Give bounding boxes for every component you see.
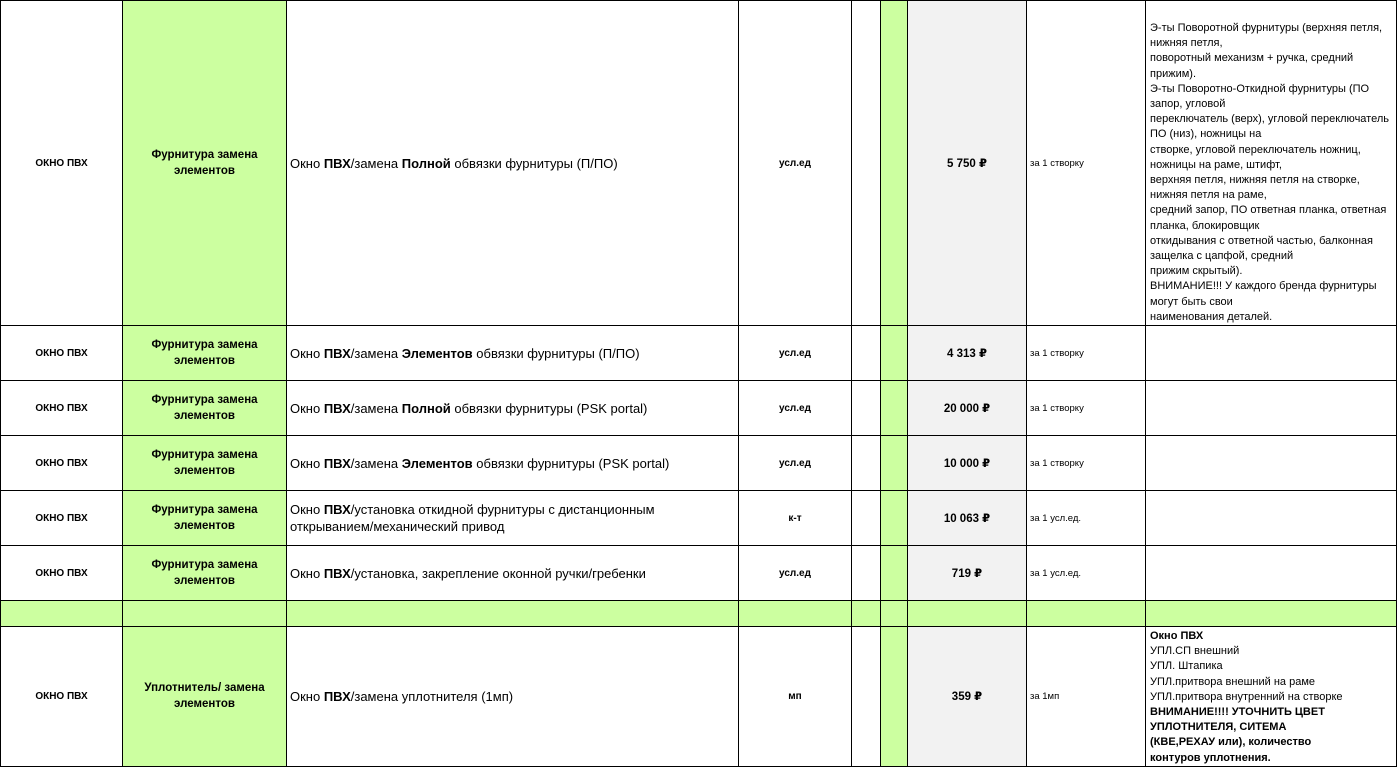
empty-cell <box>852 1 881 326</box>
description-cell: Окно ПВХ/установка, закрепление оконной ручки/гребенки <box>287 546 739 601</box>
description-cell: Окно ПВХ/замена Элементов обвязки фурнитуры (PSK portal) <box>287 436 739 491</box>
object-cell: ОКНО ПВХ <box>1 546 123 601</box>
note-line: УПЛ. Штапика <box>1150 660 1223 673</box>
table-row <box>1 546 1397 601</box>
price-cell: 20 000 ₽ <box>908 381 1027 436</box>
note-cell <box>1146 381 1397 436</box>
description-cell: Окно ПВХ/установка откидной фурнитуры с дистанционным открыванием/механический привод <box>287 491 739 546</box>
note-line: переключатель (верх), угловой переключатель ПО (низ), ножницы на <box>1150 113 1389 141</box>
per-unit-cell: за 1 створку <box>1027 1 1146 326</box>
empty-cell <box>1027 601 1146 627</box>
empty-cell <box>123 601 287 627</box>
object-cell: ОКНО ПВХ <box>1 491 123 546</box>
unit-cell: усл.ед <box>739 326 852 381</box>
per-unit-cell: за 1мп <box>1027 627 1146 767</box>
marker-cell <box>881 491 908 546</box>
object-cell: ОКНО ПВХ <box>1 326 123 381</box>
note-cell <box>1146 627 1397 767</box>
description-cell: Окно ПВХ/замена Полной обвязки фурнитуры (PSK portal) <box>287 381 739 436</box>
note-cell <box>1146 1 1397 326</box>
note-line: Э-ты Поворотно-Откидной фурнитуры (ПО запор, угловой <box>1150 82 1370 111</box>
marker-cell <box>881 627 908 767</box>
description-cell: Окно ПВХ/замена Элементов обвязки фурнитуры (П/ПО) <box>287 326 739 381</box>
unit-cell: усл.ед <box>739 436 852 491</box>
object-cell: ОКНО ПВХ <box>1 381 123 436</box>
table-row <box>1 1 1397 326</box>
object-cell: ОКНО ПВХ <box>1 436 123 491</box>
note-line: УПЛ.притвора внешний на раме <box>1150 675 1315 688</box>
unit-cell: усл.ед <box>739 1 852 326</box>
marker-cell <box>881 1 908 326</box>
empty-cell <box>739 601 852 627</box>
unit-cell: усл.ед <box>739 381 852 436</box>
unit-cell: мп <box>739 627 852 767</box>
note-cell <box>1146 326 1397 381</box>
empty-cell <box>852 436 881 491</box>
note-cell <box>1146 491 1397 546</box>
empty-cell <box>852 627 881 767</box>
category-cell: Фурнитура замена элементов <box>123 381 287 436</box>
marker-cell <box>881 436 908 491</box>
category-cell: Фурнитура замена элементов <box>123 491 287 546</box>
empty-cell <box>908 601 1027 627</box>
category-cell: Фурнитура замена элементов <box>123 1 287 326</box>
category-cell: Фурнитура замена элементов <box>123 546 287 601</box>
per-unit-cell: за 1 усл.ед. <box>1027 491 1146 546</box>
price-cell: 4 313 ₽ <box>908 326 1027 381</box>
empty-cell <box>1146 601 1397 627</box>
separator-row <box>1 601 1397 627</box>
empty-cell <box>852 326 881 381</box>
note-line: откидывания с ответной частью, балконная защелка с цапфой, средний <box>1150 234 1373 263</box>
note-line: наименования деталей. <box>1150 310 1273 323</box>
table-row <box>1 436 1397 491</box>
category-cell: Фурнитура замена элементов <box>123 326 287 381</box>
note-title: Окно ПВХ <box>1150 630 1204 643</box>
empty-cell <box>287 601 739 627</box>
note-line: прижим скрытый). <box>1150 265 1243 278</box>
empty-cell <box>852 601 881 627</box>
per-unit-cell: за 1 створку <box>1027 436 1146 491</box>
note-cell <box>1146 436 1397 491</box>
table-row <box>1 627 1397 767</box>
note-line: УПЛ.притвора внутренний на створке <box>1150 690 1343 703</box>
per-unit-cell: за 1 створку <box>1027 381 1146 436</box>
note-line: ВНИМАНИЕ!!! У каждого бренда фурнитуры могут быть свои <box>1150 280 1377 308</box>
empty-cell <box>852 491 881 546</box>
category-cell: Уплотнитель/ замена элементов <box>123 627 287 767</box>
object-cell: ОКНО ПВХ <box>1 1 123 326</box>
note-warning: ВНИМАНИЕ!!!! УТОЧНИТЬ ЦВЕТ УПЛОТНИТЕЛЯ, СИТЕМА (КВЕ,РЕХАУ или), количество контуров уплотнения. <box>1150 706 1325 764</box>
category-cell: Фурнитура замена элементов <box>123 436 287 491</box>
marker-cell <box>881 381 908 436</box>
per-unit-cell: за 1 усл.ед. <box>1027 546 1146 601</box>
object-cell: ОКНО ПВХ <box>1 627 123 767</box>
empty-cell <box>852 381 881 436</box>
table-row <box>1 381 1397 436</box>
marker-cell <box>881 546 908 601</box>
price-cell: 5 750 ₽ <box>908 1 1027 326</box>
note-line: УПЛ.СП внешний <box>1150 645 1240 658</box>
empty-cell <box>1 601 123 627</box>
price-cell: 10 063 ₽ <box>908 491 1027 546</box>
description-cell: Окно ПВХ/замена уплотнителя (1мп) <box>287 627 739 767</box>
description-cell: Окно ПВХ/замена Полной обвязки фурнитуры (П/ПО) <box>287 1 739 326</box>
empty-cell <box>852 546 881 601</box>
note-line: верхняя петля, нижняя петля на створке, нижняя петля на раме, <box>1150 174 1360 202</box>
empty-cell <box>881 601 908 627</box>
note-line: поворотный механизм + ручка, средний прижим). <box>1150 52 1354 80</box>
unit-cell: к-т <box>739 491 852 546</box>
note-line: средний запор, ПО ответная планка, ответная планка, блокировщик <box>1150 204 1387 232</box>
note-line: створке, угловой переключатель ножниц, ножницы на раме, штифт, <box>1150 143 1361 171</box>
price-cell: 719 ₽ <box>908 546 1027 601</box>
price-cell: 359 ₽ <box>908 627 1027 767</box>
per-unit-cell: за 1 створку <box>1027 326 1146 381</box>
unit-cell: усл.ед <box>739 546 852 601</box>
marker-cell <box>881 326 908 381</box>
table-row <box>1 491 1397 546</box>
note-cell <box>1146 546 1397 601</box>
price-cell: 10 000 ₽ <box>908 436 1027 491</box>
note-line: Э-ты Поворотной фурнитуры (верхняя петля, нижняя петля, <box>1150 22 1383 50</box>
table-row <box>1 326 1397 381</box>
